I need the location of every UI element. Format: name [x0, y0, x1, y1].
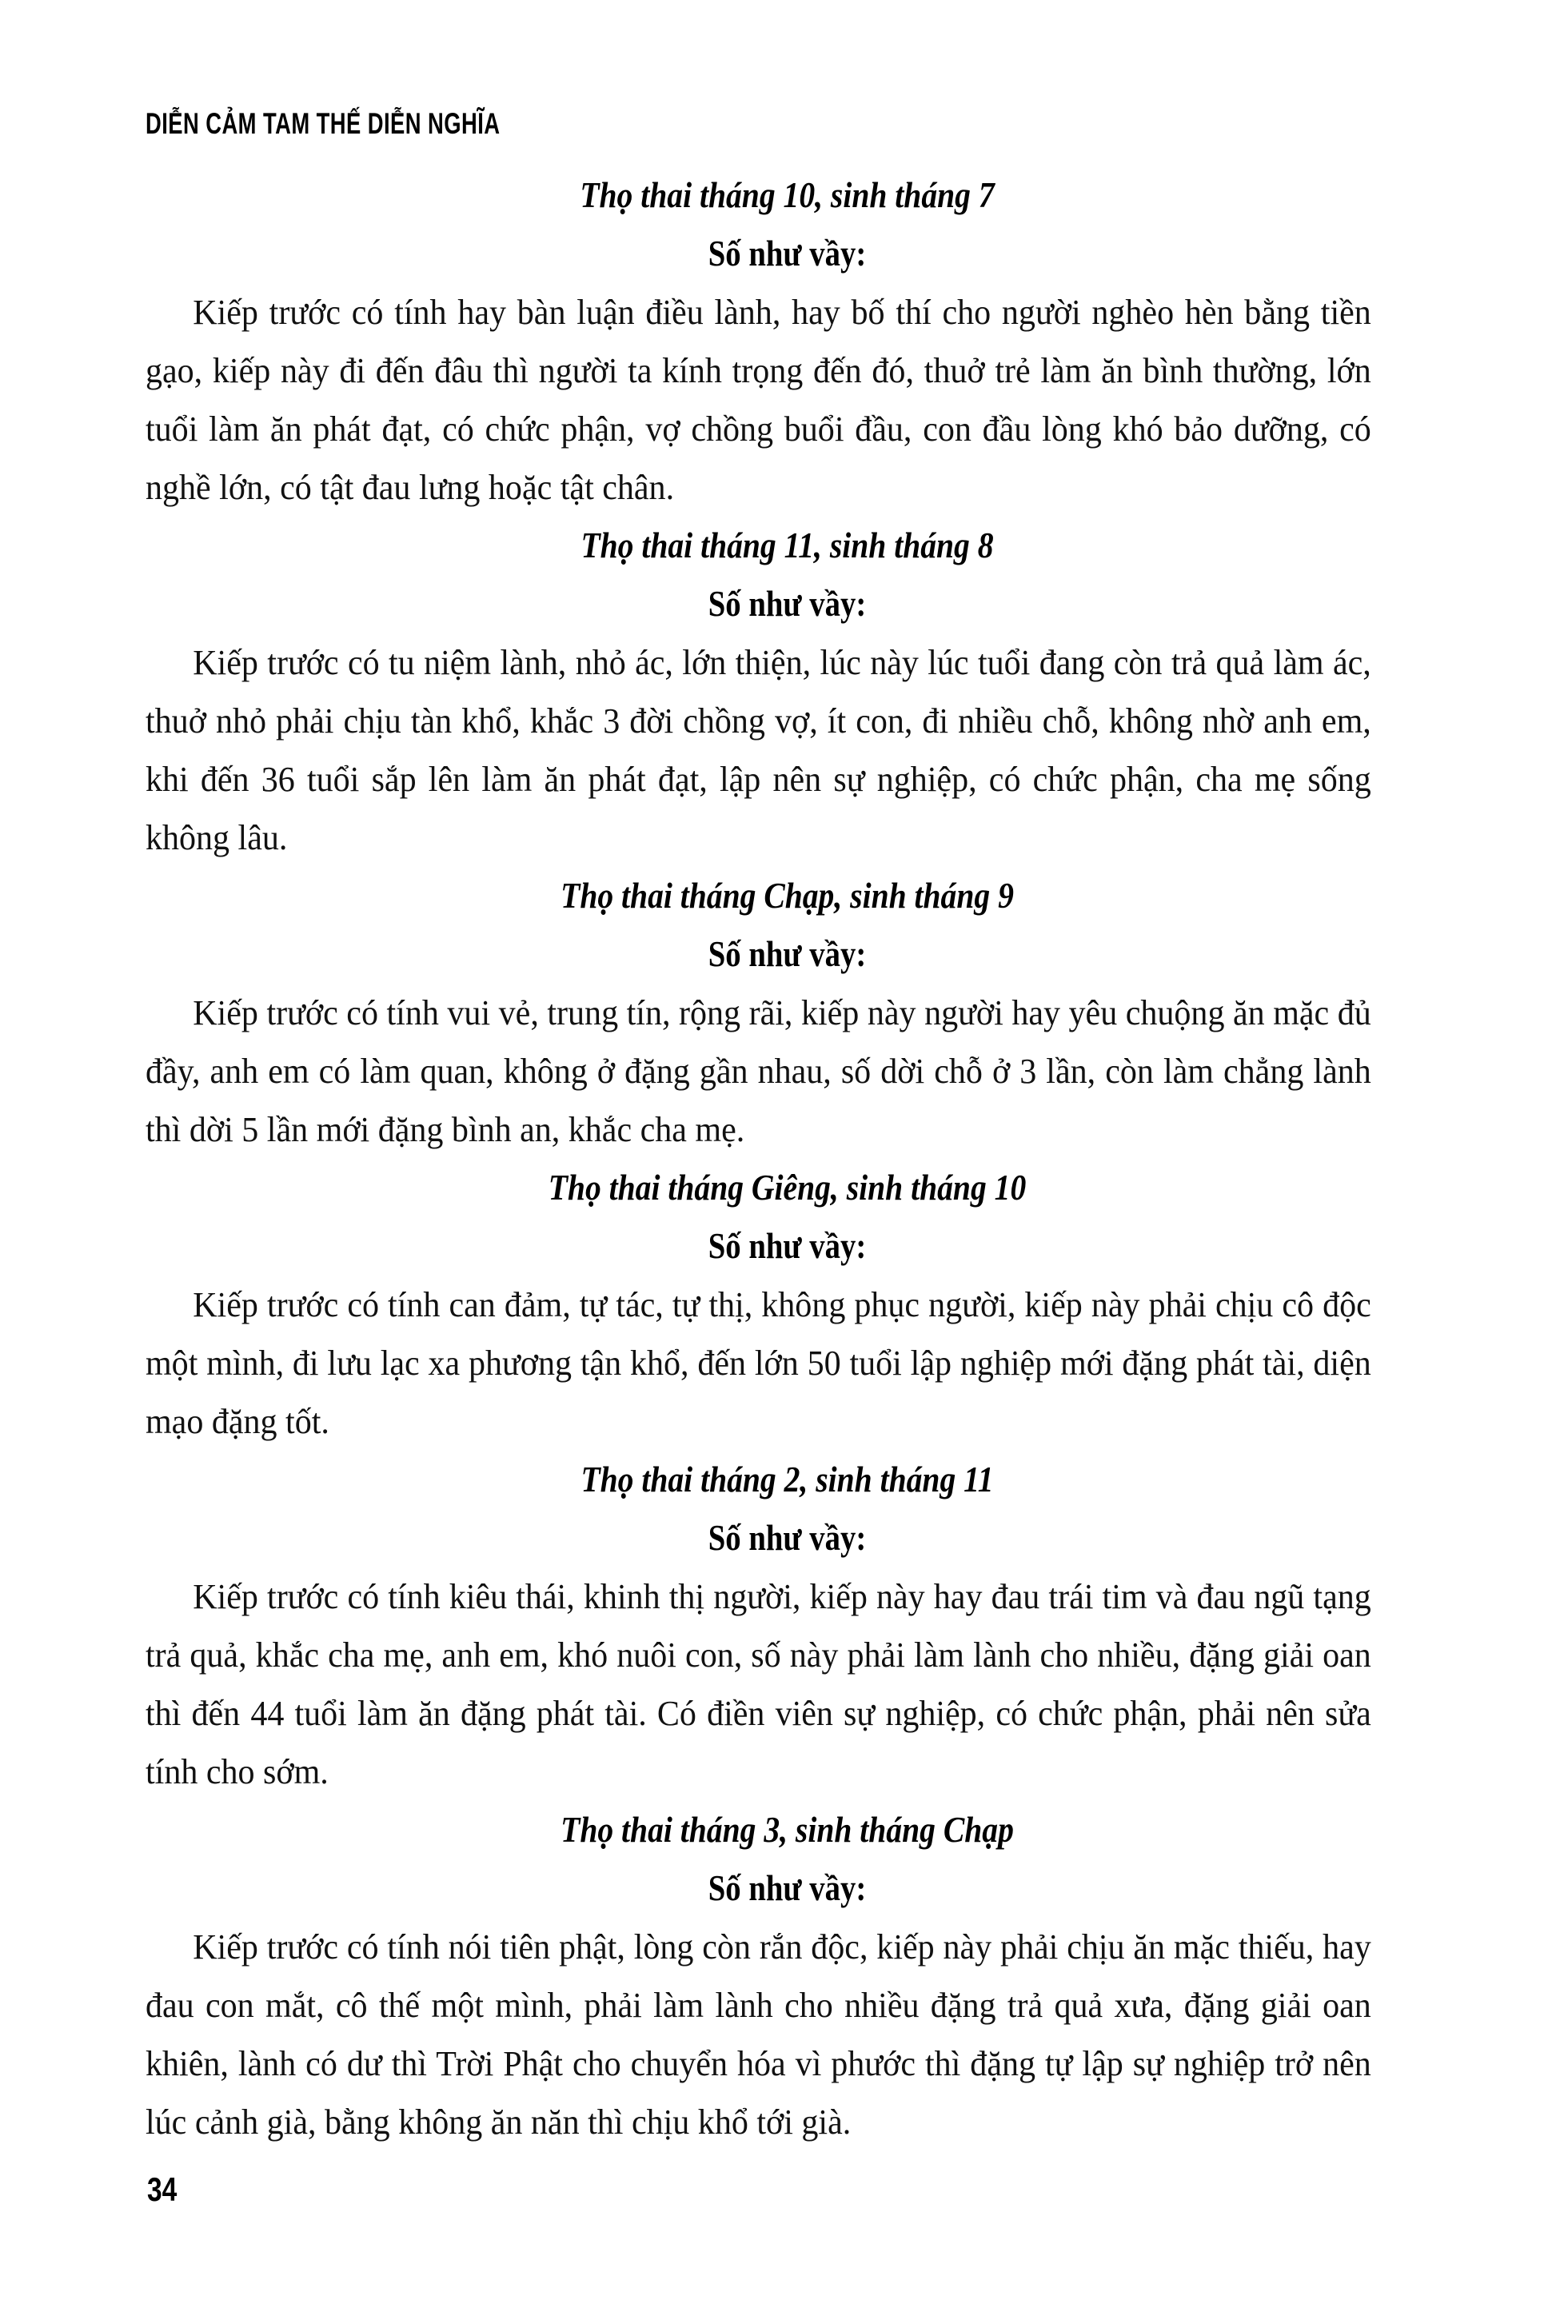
section-body: Kiếp trước có tính vui vẻ, trung tín, rộng rãi, kiếp này người hay yêu chuộng ăn mặc đủ đầy, anh em có làm quan, không ở đặng gần nhau, số dời chỗ ở 3 lần, còn làm chẳng lành thì dời 5 lần mới đặng bình an, khắc cha mẹ.	[146, 993, 1371, 1149]
section-heading-month: Thọ thai tháng Giêng, sinh tháng 10	[548, 1168, 1027, 1208]
section-month-3	[146, 1801, 1429, 2151]
section-month-11	[146, 517, 1429, 867]
section-heading-month: Thọ thai tháng 10, sinh tháng 7	[580, 175, 995, 215]
section-heading-sub: Số như vầy:	[708, 584, 867, 624]
section-body: Kiếp trước có tính kiêu thái, khinh thị người, kiếp này hay đau trái tim và đau ngũ tạng trả quả, khắc cha mẹ, anh em, khó nuôi con, số này phải làm lành cho nhiều, đặng giải oan thì đến 44 tuổi làm ăn đặng phát tài. Có điền viên sự nghiệp, có chức phận, phải nên sửa tính cho sớm.	[146, 1577, 1371, 1791]
section-body: Kiếp trước có tính hay bàn luận điều lành, hay bố thí cho người nghèo hèn bằng tiền gạo, kiếp này đi đến đâu thì người ta kính trọng đến đó, thuở trẻ làm ăn bình thường, lớn tuổi làm ăn phát đạt, có chức phận, vợ chồng buổi đầu, con đầu lòng khó bảo dưỡng, có nghề lớn, có tật đau lưng hoặc tật chân.	[146, 293, 1371, 507]
section-month-10	[146, 166, 1429, 517]
section-body: Kiếp trước có tính can đảm, tự tác, tự thị, không phục người, kiếp này phải chịu cô độc một mình, đi lưu lạc xa phương tận khổ, đến lớn 50 tuổi lập nghiệp mới đặng phát tài, diện mạo đặng tốt.	[146, 1285, 1371, 1441]
section-heading-sub: Số như vầy:	[708, 934, 867, 974]
section-month-gieng	[146, 1159, 1429, 1451]
text-column	[146, 166, 1429, 2151]
section-heading-month: Thọ thai tháng 3, sinh tháng Chạp	[561, 1810, 1014, 1850]
page-number: 34	[147, 2170, 178, 2208]
section-heading-sub: Số như vầy:	[708, 1518, 867, 1558]
section-heading-sub: Số như vầy:	[708, 234, 867, 274]
section-month-chap	[146, 867, 1429, 1159]
running-head: DIỄN CẢM TAM THẾ DIỄN NGHĨA	[146, 107, 501, 140]
section-heading-month: Thọ thai tháng 11, sinh tháng 8	[581, 525, 994, 565]
section-heading-month: Thọ thai tháng 2, sinh tháng 11	[581, 1459, 994, 1499]
section-month-2	[146, 1451, 1429, 1801]
section-heading-sub: Số như vầy:	[708, 1868, 867, 1908]
section-heading-month: Thọ thai tháng Chạp, sinh tháng 9	[561, 876, 1014, 916]
section-body: Kiếp trước có tu niệm lành, nhỏ ác, lớn thiện, lúc này lúc tuổi đang còn trả quả làm ác, thuở nhỏ phải chịu tàn khổ, khắc 3 đời chồng vợ, ít con, đi nhiều chỗ, không nhờ anh em, khi đến 36 tuổi sắp lên làm ăn phát đạt, lập nên sự nghiệp, có chức phận, cha mẹ sống không lâu.	[146, 643, 1371, 857]
section-body: Kiếp trước có tính nói tiên phật, lòng còn rắn độc, kiếp này phải chịu ăn mặc thiếu, hay đau con mắt, cô thế một mình, phải làm lành cho nhiều đặng trả quả xưa, đặng giải oan khiên, lành có dư thì Trời Phật cho chuyển hóa vì phước thì đặng tự lập sự nghiệp trở nên lúc cảnh già, bằng không ăn năn thì chịu khổ tới già.	[146, 1927, 1371, 2142]
section-heading-sub: Số như vầy:	[708, 1226, 867, 1266]
